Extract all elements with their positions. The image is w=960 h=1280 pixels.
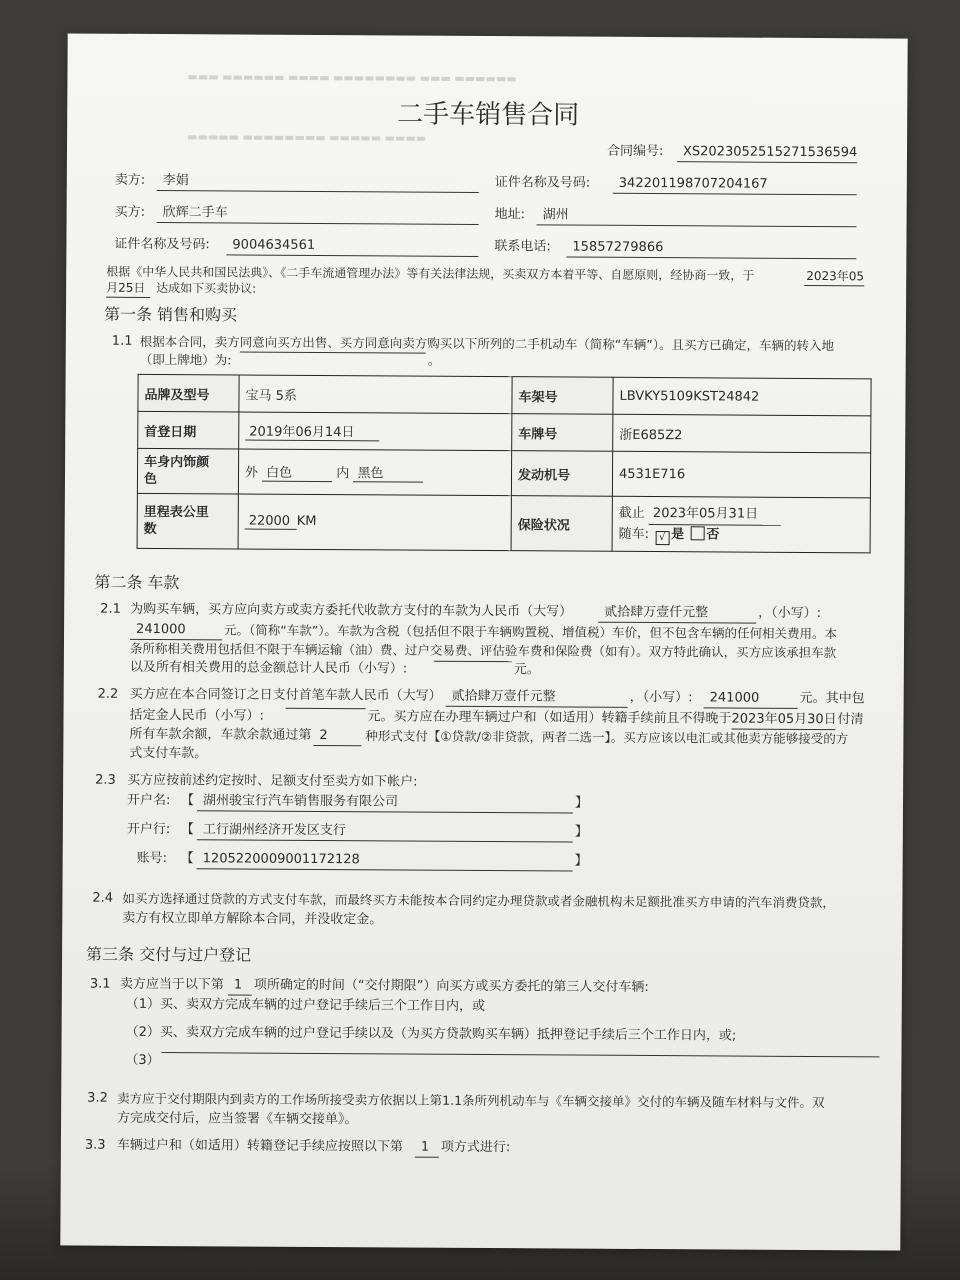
deposit-blank — [286, 708, 366, 709]
color-label-line-1: 车身内饰颜 — [144, 454, 210, 471]
clause-2-4-line-b: 卖方有权立即单方解除本合同，并没收定金。 — [122, 910, 383, 928]
total-amount-blank — [434, 661, 512, 662]
payment-method-value: 2 — [313, 727, 361, 746]
color-label — [137, 448, 238, 494]
preamble-date-a: 2023年05 — [804, 267, 864, 286]
account-bank-value: 工行湖州经济开发区支行 — [197, 821, 573, 842]
clause-2-2-line-a: 买方应在本合同签订之日支付首笔车款人民币（大写） — [129, 686, 442, 704]
down-payment-upper: 贰拾肆万壹仟元整 — [446, 688, 628, 708]
brand-label: 品牌及型号 — [138, 374, 239, 412]
clause-2-1-line-f: 元。 — [513, 662, 540, 678]
clause-3-3-line-b: 项方式进行: — [440, 1139, 511, 1156]
preamble-line-1: 根据《中华人民共和国民法典》、《二手车流通管理办法》等有关法律法规，买卖双方本着平等、自愿原则，经协商一致，于 — [106, 264, 755, 283]
address-label: 地址: — [494, 207, 526, 223]
clause-2-1-line-a: 为购买车辆，买方应向卖方或卖方委托代收款方支付的车款为人民币（大写） — [130, 601, 573, 620]
bracket-right: 】 — [574, 824, 588, 840]
brand-value: 宝马 5系 — [239, 375, 512, 414]
article-3-title: 第三条 交付与过户登记 — [86, 944, 252, 965]
article-1-title: 第一条 销售和购买 — [103, 304, 238, 325]
page-title: 二手车销售合同 — [397, 99, 580, 131]
insurance-label: 保险状况 — [511, 496, 612, 552]
seller-label: 卖方: — [114, 172, 146, 188]
insurance-until-value: 2023年05月31日 — [649, 504, 781, 526]
contract-no-label: 合同编号: — [606, 143, 664, 160]
contract-page — [60, 33, 907, 1250]
buyer-value: 欣辉二手车 — [157, 204, 479, 225]
exterior-label: 外 — [244, 465, 259, 481]
clause-3-2-line-a: 卖方应于交付期限内到卖方的工作场所接受卖方依据以上第1.1条所列机动车与《车辆交接单》交付的车辆及随车材料与文件。双 — [117, 1090, 825, 1111]
buyer-label: 买方: — [114, 204, 146, 220]
clause-2-2-line-i: 式支付车款。 — [129, 745, 208, 762]
engine-value: 4531E716 — [612, 451, 870, 498]
account-name-value: 湖州骏宝行汽车销售服务有限公司 — [197, 792, 573, 813]
yes-label: 是 — [671, 526, 685, 542]
interior-color: 黑色 — [353, 462, 423, 482]
delivery-option-3-blank — [161, 1052, 879, 1057]
table-row — [137, 448, 870, 497]
bracket-left: 【 — [180, 851, 194, 867]
seller-value: 李娟 — [157, 172, 479, 193]
clause-1-1-end: 。 — [427, 353, 441, 369]
seller-id-value: 342201198707204167 — [613, 175, 857, 195]
clause-1-1-line-2: （即上牌地）为: — [139, 351, 232, 368]
price-lower-value: 241000 — [130, 621, 222, 641]
down-payment-lower: 241000 — [704, 689, 798, 709]
first-reg-value: 2019年06月14日 — [245, 421, 379, 442]
clause-2-4-line-a: 如买方选择通过贷款的方式支付车款，而最终买方未能按本合同约定办理贷款或者金融机构未足额批准买方申请的汽车消费贷款， — [122, 890, 835, 911]
color-label-line-2: 色 — [143, 471, 158, 487]
clause-2-2-line-h: 种形式支付【①贷款/②非贷款，两者二选一】。买方应该以电汇或其他卖方能够接受的方 — [365, 728, 849, 747]
clause-2-2-line-c: 元。其中包 — [799, 690, 865, 707]
interior-label: 内 — [336, 466, 350, 482]
clause-3-3-line-a: 车辆过户和（如适用）转籍登记手续应按照以下第 — [116, 1137, 403, 1155]
clause-2-2-line-d: 括定金人民币（小写）: — [129, 707, 264, 724]
plate-label: 车牌号 — [512, 414, 613, 452]
first-reg-label: 首登日期 — [138, 411, 239, 449]
bracket-left: 【 — [180, 822, 194, 838]
account-name-label: 开户名: — [126, 792, 171, 809]
registration-place-blank — [240, 352, 426, 354]
contract-no-value: XS2023052515271536594 — [677, 143, 857, 163]
clause-number: 2.4 — [92, 890, 114, 906]
table-row — [137, 493, 870, 552]
preamble-date-b: 月25日 — [106, 279, 150, 298]
no-label: 否 — [706, 526, 720, 542]
mileage-value: 22000 — [245, 514, 297, 530]
table-row — [138, 374, 871, 415]
clause-number: 1.1 — [111, 333, 133, 349]
clause-number: 2.2 — [97, 686, 119, 702]
transfer-option-value: 1 — [415, 1139, 439, 1158]
account-no-value: 1205220009001172128 — [197, 850, 573, 871]
address-value: 湖州 — [537, 206, 857, 227]
clause-number: 3.2 — [87, 1090, 108, 1106]
color-cell — [238, 449, 511, 496]
clause-1-1-line-1: 根据本合同，卖方同意向买方出售、买方同意向卖方购买以下所列的二手机动车（简称“车辆”）。且买方已确定，车辆的转入地 — [139, 333, 835, 354]
phone-label: 联系电话: — [494, 239, 551, 255]
exterior-color: 白色 — [262, 462, 332, 482]
vin-label: 车架号 — [512, 377, 613, 415]
clause-3-1-line-b: 项所确定的时间（“交付期限”）向买方或买方委托的第三人交付车辆: — [253, 977, 649, 996]
clause-number: 3.3 — [84, 1137, 106, 1153]
with-car-label: 随车: — [618, 526, 650, 542]
account-no-label: 账号: — [136, 850, 168, 867]
insurance-until-label: 截止 — [618, 505, 645, 521]
no-checkbox[interactable] — [690, 526, 704, 540]
bleed-through-text: ▬▬▬ ▬▬▬▬▬▬ ▬▬▬▬ ▬▬▬▬▬▬▬▬ ▬▬▬ ▬▬▬▬▬▬ — [187, 70, 517, 86]
clause-2-1-line-e: 以及所有相关费用的总金额总计人民币（小写）: — [129, 659, 408, 677]
delivery-option-3: （3） — [125, 1052, 160, 1069]
preamble-line-2: 达成如下买卖协议: — [156, 280, 257, 296]
payoff-date-value: 2023年05月30日 — [731, 711, 835, 731]
mileage-label — [137, 493, 238, 549]
clause-3-1-line-a: 卖方应当于以下第 — [119, 976, 224, 993]
clause-number: 2.3 — [95, 772, 116, 788]
bracket-right: 】 — [574, 853, 588, 869]
clause-2-2-line-g: 所有车款余额，车款余款通过第 — [129, 726, 312, 743]
bracket-left: 【 — [180, 793, 195, 809]
account-bank-label: 开户行: — [126, 821, 171, 838]
article-2-title: 第二条 车款 — [94, 572, 180, 593]
vin-value: LBVKY5109KST24842 — [613, 377, 871, 416]
clause-number: 3.1 — [89, 976, 111, 992]
delivery-option-2: （2）买、卖双方完成车辆的过户登记手续以及（为买方贷款购买车辆）抵押登记手续后三个工作日内，或; — [125, 1024, 737, 1044]
mileage-unit: KM — [296, 513, 317, 529]
clause-2-3-line-a: 买方应按前述约定按时、足额支付至卖方如下帐户: — [127, 772, 418, 790]
insurance-cell — [612, 496, 870, 553]
bracket-right: 】 — [574, 795, 589, 811]
table-row — [138, 411, 871, 452]
price-upper-value: 贰拾肆万壹仟元整 — [598, 604, 756, 624]
yes-checkbox[interactable]: √ — [655, 531, 669, 545]
clause-2-2-line-e: 元。买方应在办理车辆过户和（如适用）转籍手续前且不得晚于 — [367, 709, 732, 727]
buyer-id-label: 证件名称及号码: — [114, 236, 210, 253]
mileage-label-line-2: 数 — [143, 521, 157, 537]
delivery-option-1: （1）买、卖双方完成车辆的过户登记手续后三个工作日内，或 — [125, 996, 486, 1015]
phone-value: 15857279866 — [566, 238, 856, 259]
clause-2-2-line-b: ，（小写）: — [629, 689, 693, 706]
bleed-through-text: ▬▬▬▬▬ ▬▬▬▬▬▬▬▬ ▬▬▬▬▬ ▬▬▬▬ — [187, 130, 427, 145]
mileage-cell — [238, 494, 511, 551]
engine-label: 发动机号 — [511, 451, 612, 497]
clause-2-2-line-f: 付清 — [837, 712, 864, 728]
plate-value: 浙E685Z2 — [613, 414, 871, 453]
seller-id-label: 证件名称及号码: — [494, 175, 591, 191]
delivery-option-value: 1 — [228, 976, 252, 995]
mileage-label-line-1: 里程表公里 — [143, 504, 209, 521]
buyer-id-value: 9004634561 — [226, 236, 478, 257]
clause-number: 2.1 — [100, 601, 121, 617]
first-reg-cell — [239, 412, 512, 451]
clause-2-1-line-d: 条所称相关费用包括但不限于车辆运输（油）费、过户交易费、评估验车费和保险费（如有）。双方特此确认，买方应该承担车款 — [129, 640, 837, 661]
clause-3-2-line-b: 方完成交付后，应当签署《车辆交接单》。 — [117, 1110, 358, 1128]
clause-2-1-line-b: ，（小写）: — [758, 605, 822, 622]
vehicle-table — [137, 374, 872, 553]
clause-2-1-line-c: 元。（简称“车款”）。车款为含税（包括但不限于车辆购置税、增值税）车价，但不包含车辆的任何相关费用。本 — [224, 622, 838, 642]
